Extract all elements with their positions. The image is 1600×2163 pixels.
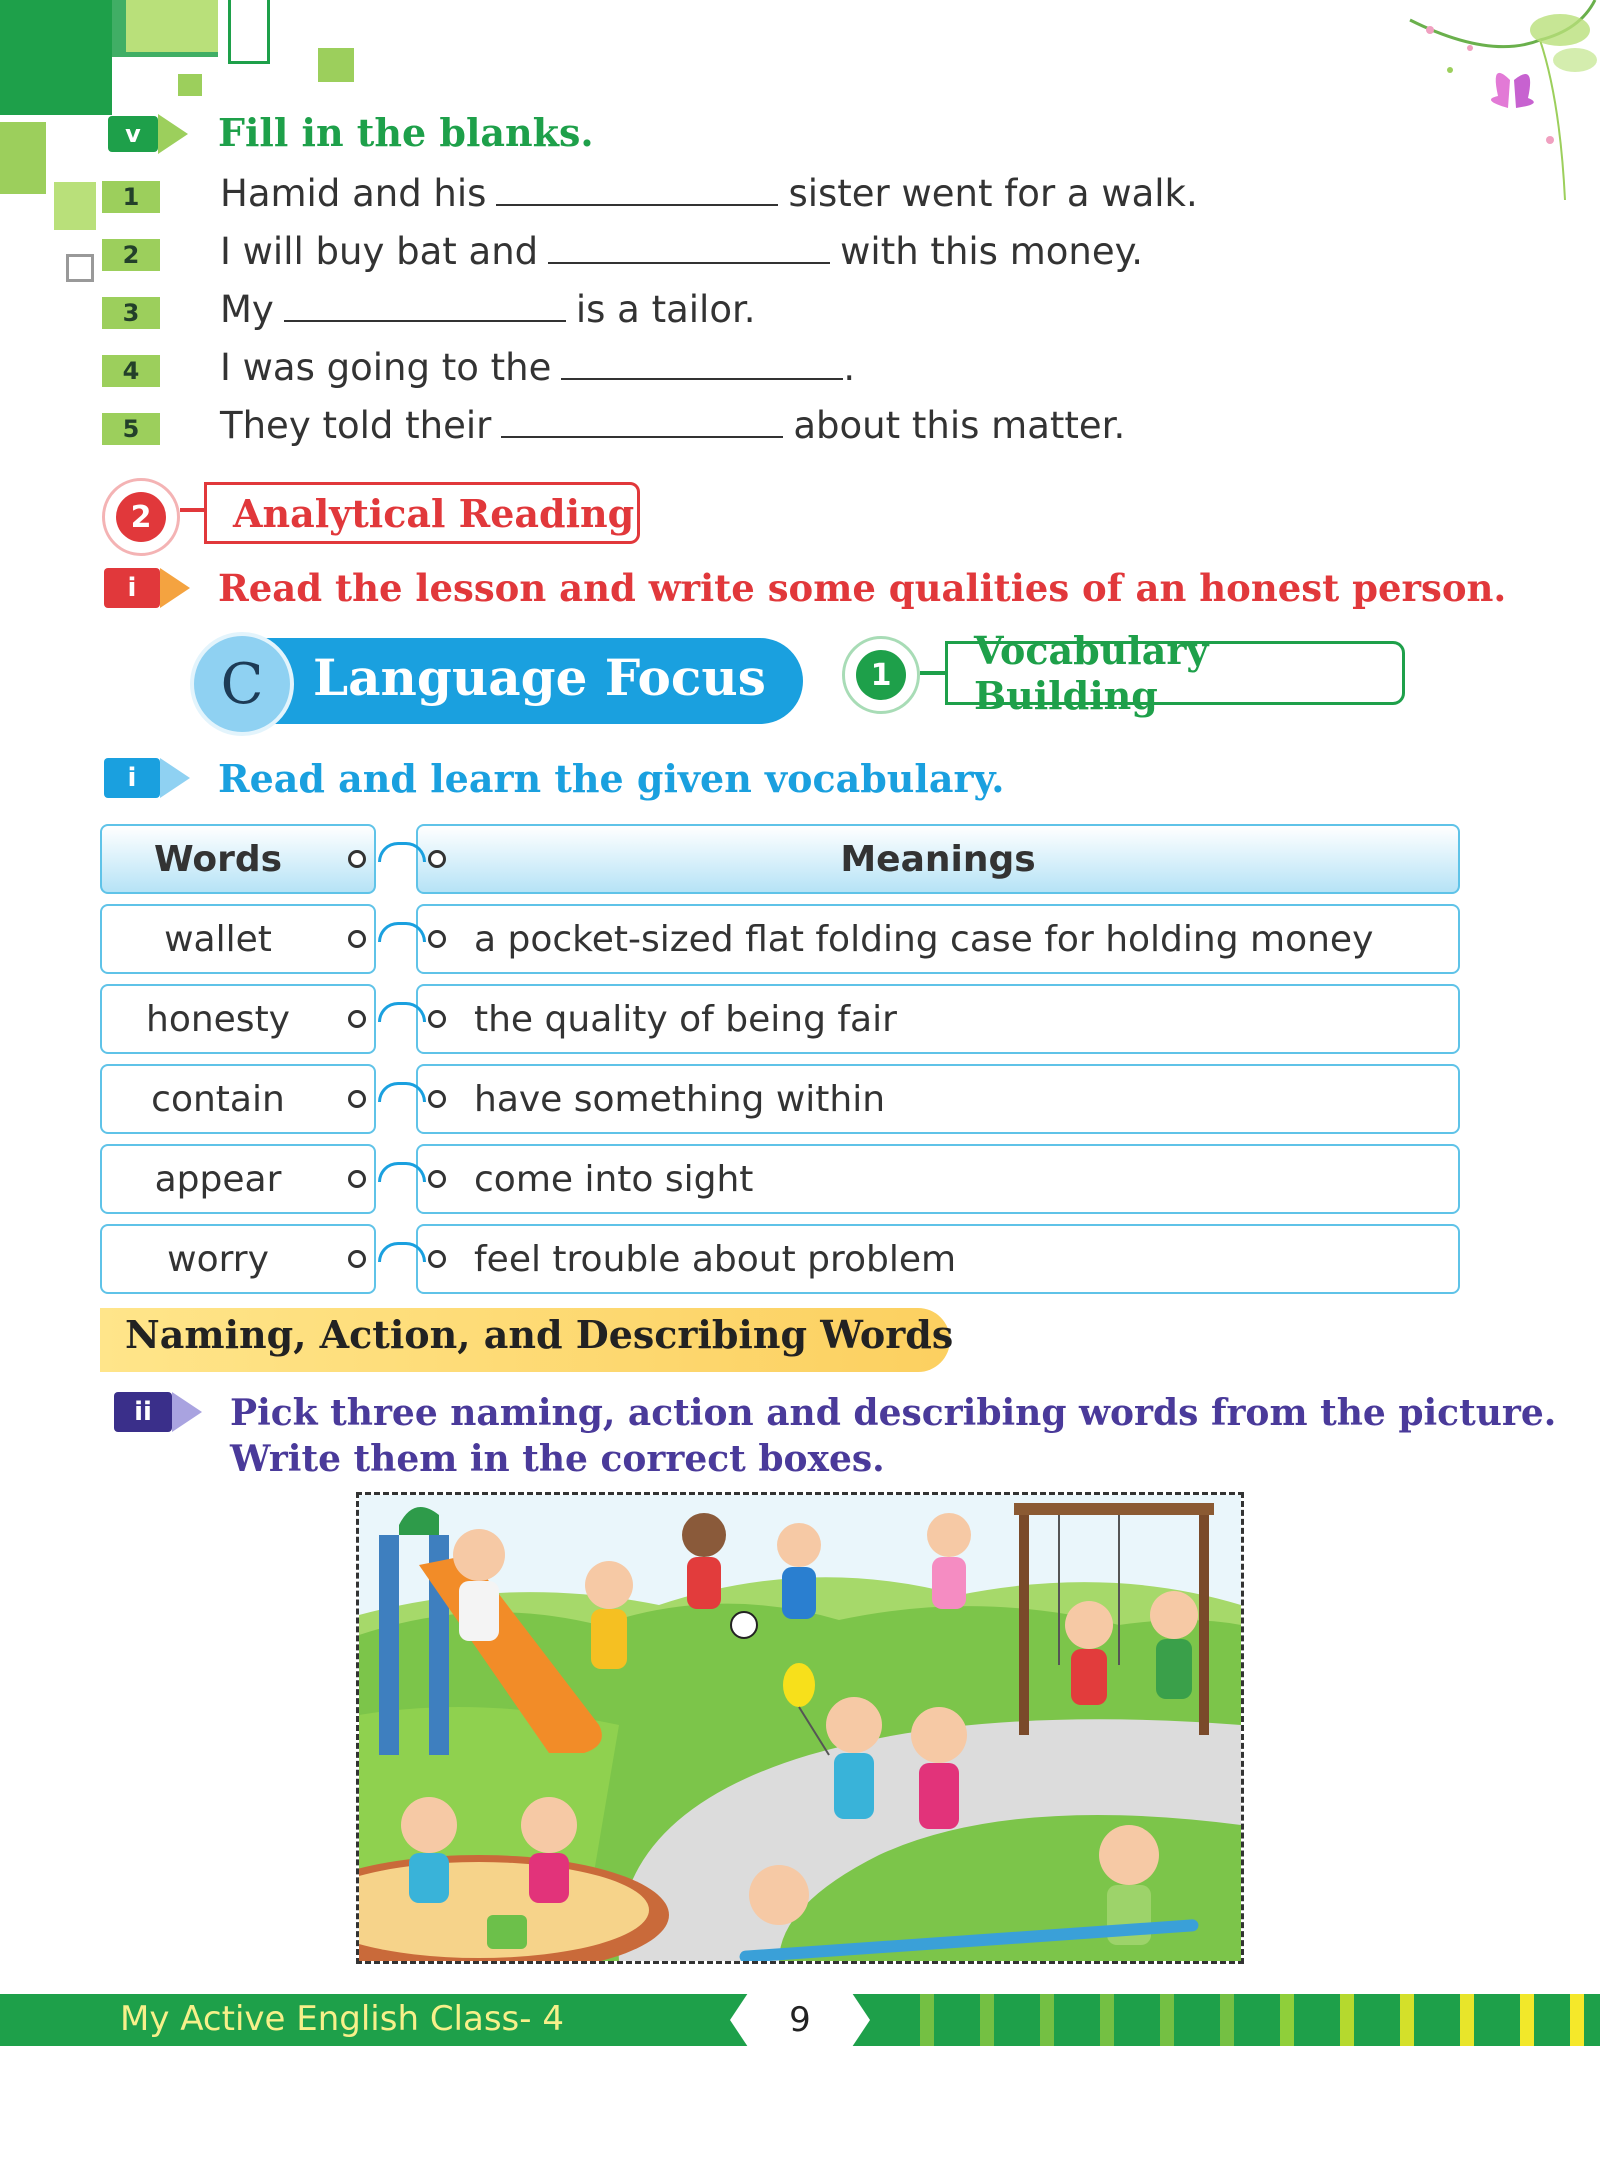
corner-decoration	[54, 182, 96, 230]
connector-ring	[348, 1170, 366, 1188]
swing-frame	[1019, 1505, 1029, 1735]
instruction-tag: i	[104, 568, 160, 608]
child-figure	[749, 1865, 809, 1925]
meanings-header: Meanings	[416, 824, 1460, 894]
blank-line[interactable]	[561, 348, 843, 380]
analytical-circle	[102, 478, 180, 556]
naming-instruction	[230, 1390, 1556, 1482]
playground-illustration	[359, 1495, 1241, 1961]
child-figure	[1150, 1591, 1198, 1699]
naming-instruction-line1: Pick three naming, action and describing words from the picture.	[230, 1392, 1557, 1434]
vocab-meaning: have something within	[416, 1064, 1460, 1134]
analytical-connector	[180, 508, 206, 512]
blank-sentence: I will buy bat and with this money.	[220, 230, 1143, 273]
connector-ring	[428, 1170, 446, 1188]
blank-sentence: I was going to the .	[220, 346, 856, 389]
connector-ring	[428, 850, 446, 868]
corner-decoration	[178, 74, 202, 96]
item-number: 2	[102, 239, 160, 271]
instruction-tag: ii	[114, 1392, 172, 1432]
vocab-word: worry	[100, 1224, 376, 1294]
vocab-building-title: Vocabulary Building	[945, 641, 1405, 705]
corner-decoration	[0, 0, 112, 115]
butterfly-flower-decoration	[1390, 0, 1600, 200]
corner-decoration	[66, 254, 94, 282]
tag-arrow	[158, 114, 188, 154]
blank-sentence: Hamid and his sister went for a walk.	[220, 172, 1198, 215]
connector-ring	[428, 1010, 446, 1028]
connector-ring	[428, 1090, 446, 1108]
corner-decoration	[228, 0, 270, 64]
words-header: Words	[100, 824, 376, 894]
naming-instruction-line2: Write them in the correct boxes.	[230, 1438, 885, 1480]
item-number: 4	[102, 355, 160, 387]
blank-line[interactable]	[501, 406, 783, 438]
book-title: My Active English Class- 4	[120, 1999, 564, 2039]
item-number: 3	[102, 297, 160, 329]
blank-line[interactable]	[496, 174, 778, 206]
footer-stripes	[880, 1994, 1600, 2046]
vocab-word: wallet	[100, 904, 376, 974]
corner-decoration	[126, 0, 218, 52]
section-title: Fill in the blanks.	[218, 110, 594, 155]
vocab-word: honesty	[100, 984, 376, 1054]
analytical-number: 2	[116, 492, 166, 542]
blank-sentence: My is a tailor.	[220, 288, 756, 331]
analytical-instruction: Read the lesson and write some qualities of an honest person.	[218, 566, 1507, 610]
blank-line[interactable]	[548, 232, 830, 264]
vocab-meaning: the quality of being fair	[416, 984, 1460, 1054]
vocab-meaning: a pocket-sized flat folding case for holding money	[416, 904, 1460, 974]
corner-decoration	[0, 122, 46, 194]
language-focus-title: Language Focus	[313, 648, 766, 707]
item-number: 5	[102, 413, 160, 445]
connector-ring	[348, 1090, 366, 1108]
vocab-building-circle	[842, 636, 920, 714]
football	[731, 1612, 757, 1638]
blank-line[interactable]	[284, 290, 566, 322]
tag-arrow	[172, 1392, 202, 1432]
blank-sentence: They told their about this matter.	[220, 404, 1126, 447]
connector-ring	[348, 1010, 366, 1028]
page-number: 9	[789, 2000, 811, 2040]
item-number: 1	[102, 181, 160, 213]
corner-decoration	[318, 48, 354, 82]
vocab-building-connector	[920, 671, 946, 675]
language-focus-letter: C	[190, 632, 294, 736]
slide-tower	[379, 1535, 399, 1755]
vocab-word: contain	[100, 1064, 376, 1134]
child-figure	[585, 1561, 633, 1669]
instruction-tag: i	[104, 758, 160, 798]
section-tag: v	[108, 116, 158, 152]
vocab-meaning: feel trouble about problem	[416, 1224, 1460, 1294]
connector-ring	[428, 930, 446, 948]
connector-ring	[348, 930, 366, 948]
bucket	[487, 1915, 527, 1949]
tag-arrow	[160, 758, 190, 798]
connector-ring	[348, 1250, 366, 1268]
playground-picture	[356, 1492, 1244, 1964]
connector-ring	[348, 850, 366, 868]
connector-ring	[428, 1250, 446, 1268]
vocab-instruction: Read and learn the given vocabulary.	[218, 756, 1005, 801]
vocab-meaning: come into sight	[416, 1144, 1460, 1214]
balloon	[783, 1663, 815, 1707]
tag-arrow	[160, 568, 190, 608]
naming-title: Naming, Action, and Describing Words	[125, 1312, 954, 1357]
vocab-building-number: 1	[856, 650, 906, 700]
analytical-title: Analytical Reading	[204, 482, 640, 544]
vocab-word: appear	[100, 1144, 376, 1214]
